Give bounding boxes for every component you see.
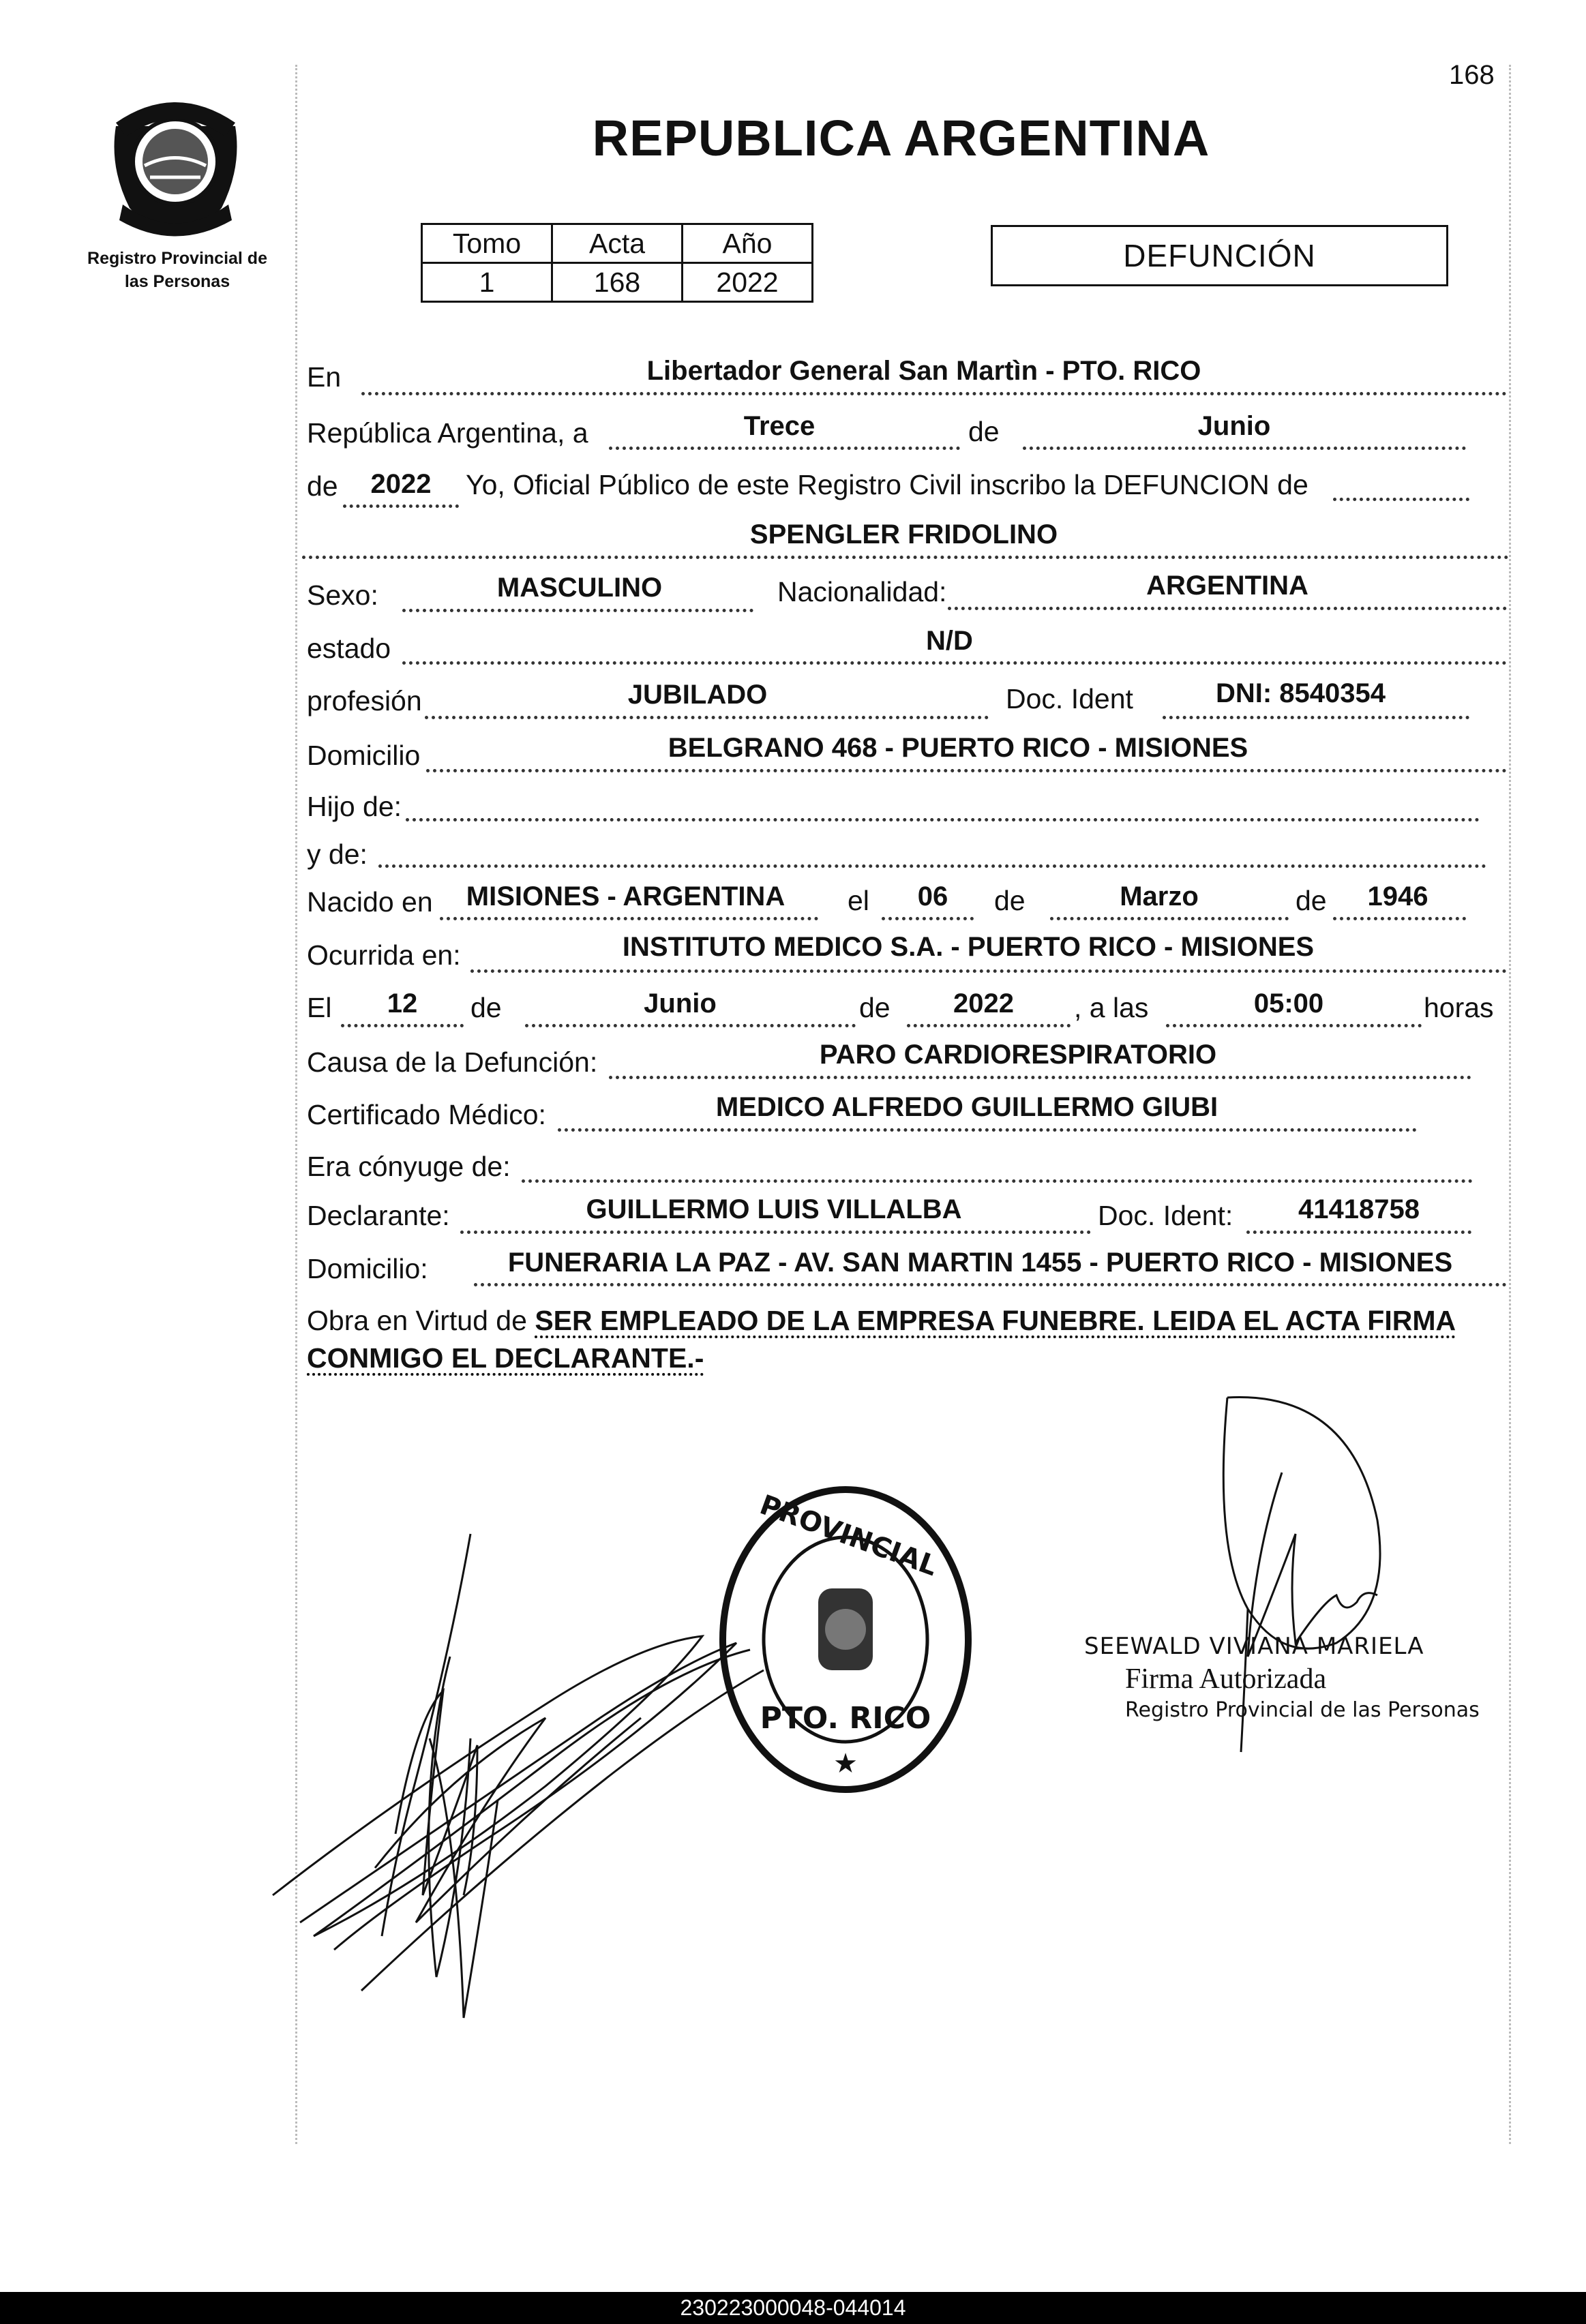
El-label: El: [307, 992, 332, 1023]
day-dotted-line: [609, 447, 960, 450]
header-tomo: Tomo: [422, 224, 552, 263]
horas-label: horas: [1424, 992, 1494, 1023]
obra-label: Obra en Virtud de: [307, 1305, 527, 1336]
death-year-dotted-line: [907, 1024, 1071, 1027]
de-label-5: de: [470, 992, 502, 1023]
nacido-label: Nacido en: [307, 886, 433, 918]
official-stamp: [1084, 1633, 1480, 1722]
conyuge-dotted-line: [522, 1179, 1473, 1183]
registry-name: [65, 247, 290, 293]
conyuge-label: Era cónyuge de:: [307, 1151, 511, 1182]
republica-label: República Argentina, a: [307, 417, 588, 449]
deceased-name: SPENGLER FRIDOLINO: [749, 519, 1058, 549]
page-number: 168: [1449, 60, 1495, 90]
death-day-dotted-line: [341, 1024, 464, 1027]
svg-text:PTO. RICO: PTO. RICO: [760, 1701, 931, 1736]
estado-dotted-line: [402, 661, 1507, 665]
declarante-value: GUILLERMO LUIS VILLALBA: [586, 1194, 962, 1224]
domicilio-2-dotted-line: [474, 1283, 1507, 1286]
nacido-dotted-line: [440, 917, 818, 920]
de-label-2: de: [307, 470, 338, 502]
obra-paragraph: [307, 1302, 1510, 1377]
nacido-value: MISIONES - ARGENTINA: [466, 881, 785, 911]
certificado-label: Certificado Médico:: [307, 1099, 546, 1130]
causa-value: PARO CARDIORESPIRATORIO: [819, 1040, 1217, 1070]
profesion-dotted-line: [425, 716, 989, 719]
profesion-label: profesión: [307, 685, 422, 716]
de-label-4: de: [1296, 885, 1327, 916]
sexo-value: MASCULINO: [496, 573, 663, 603]
y-de-label: y de:: [307, 839, 368, 870]
birth-year-dotted-line: [1333, 917, 1466, 920]
death-year: 2022: [953, 989, 1014, 1018]
declarant-signature: [259, 1513, 777, 2032]
month-dotted-line: [1023, 447, 1466, 450]
de-label-3: de: [994, 885, 1026, 916]
doc-ident-2-dotted-line: [1246, 1231, 1471, 1234]
death-time-dotted-line: [1166, 1024, 1422, 1027]
nacionalidad-value: ARGENTINA: [1146, 571, 1308, 601]
doc-ident-2-value: 41418758: [1298, 1194, 1420, 1224]
ocurrida-value: INSTITUTO MEDICO S.A. - PUERTO RICO - MISIONES: [622, 932, 1315, 962]
official-name: SEEWALD VIVIANA MARIELA: [1084, 1633, 1424, 1660]
declarante-label: Declarante:: [307, 1200, 450, 1231]
en-label: En: [307, 361, 342, 393]
birth-day: 06: [917, 881, 948, 911]
domicilio-2-label: Domicilio:: [307, 1253, 428, 1284]
birth-month-dotted-line: [1050, 917, 1289, 920]
day-value: Trece: [743, 411, 816, 441]
document-title: REPUBLICA ARGENTINA: [592, 110, 1210, 166]
statement-text: Yo, Oficial Público de este Registro Civil inscribo la DEFUNCION de: [466, 469, 1308, 500]
record-table: [421, 223, 813, 303]
certificado-value: MEDICO ALFREDO GUILLERMO GIUBI: [715, 1092, 1218, 1122]
sexo-dotted-line: [402, 609, 753, 612]
birth-day-dotted-line: [882, 917, 974, 920]
doc-ident-value: DNI: 8540354: [1215, 678, 1386, 708]
record-table-header-row: [422, 224, 813, 263]
registry-name-line1: Registro Provincial de: [87, 249, 267, 268]
month-value: Junio: [1197, 411, 1271, 441]
domicilio-value: BELGRANO 468 - PUERTO RICO - MISIONES: [668, 733, 1248, 763]
nacionalidad-dotted-line: [948, 607, 1507, 610]
year-dotted-line: [343, 504, 459, 508]
y-de-dotted-line: [378, 864, 1486, 868]
official-office: Registro Provincial de las Personas: [1125, 1698, 1480, 1722]
a-las-label: , a las: [1074, 992, 1149, 1023]
birth-year: 1946: [1367, 881, 1428, 911]
right-margin-line: [1509, 65, 1511, 2144]
hijo-dotted-line: [406, 818, 1480, 821]
nacionalidad-label: Nacionalidad:: [777, 576, 947, 607]
de-label-1: de: [968, 416, 1000, 447]
de-label-6: de: [859, 992, 891, 1023]
causa-label: Causa de la Defunción:: [307, 1046, 598, 1078]
value-tomo: 1: [422, 263, 552, 302]
value-anio: 2022: [683, 263, 813, 302]
doc-ident-label-2: Doc. Ident:: [1098, 1200, 1233, 1231]
domicilio-label: Domicilio: [307, 740, 421, 771]
doc-ident-dotted-line: [1163, 716, 1469, 719]
declarante-dotted-line: [460, 1231, 1091, 1234]
statement-dotted-line: [1333, 498, 1469, 501]
hijo-label: Hijo de:: [307, 791, 402, 822]
value-acta: 168: [552, 263, 683, 302]
death-time: 05:00: [1253, 989, 1324, 1018]
doc-ident-label: Doc. Ident: [1006, 683, 1133, 714]
en-dotted-line: [361, 392, 1507, 395]
header-anio: Año: [683, 224, 813, 263]
sexo-label: Sexo:: [307, 579, 378, 611]
domicilio-2-value: FUNERARIA LA PAZ - AV. SAN MARTIN 1455 - PUERTO RICO - MISIONES: [507, 1248, 1453, 1278]
estado-value: N/D: [926, 626, 973, 656]
en-value: Libertador General San Martìn - PTO. RICO: [646, 356, 1201, 386]
ocurrida-dotted-line: [470, 969, 1507, 973]
record-type-box: DEFUNCIÓN: [991, 225, 1448, 286]
svg-text:PROVINCIAL: PROVINCIAL: [755, 1489, 942, 1583]
profesion-value: JUBILADO: [627, 680, 768, 710]
name-dotted-line: [302, 556, 1509, 559]
record-table-value-row: [422, 263, 813, 302]
death-month: Junio: [644, 989, 717, 1018]
year-value: 2022: [370, 469, 432, 499]
obra-value: SER EMPLEADO DE LA EMPRESA FUNEBRE. LEIDA EL ACTA FIRMA CONMIGO EL DECLARANTE.-: [307, 1305, 1456, 1374]
registry-name-line2: las Personas: [124, 272, 230, 291]
header-acta: Acta: [552, 224, 683, 263]
death-day: 12: [387, 989, 418, 1018]
svg-text:★: ★: [833, 1749, 858, 1779]
ocurrida-label: Ocurrida en:: [307, 939, 461, 971]
birth-month: Marzo: [1120, 881, 1199, 911]
estado-label: estado: [307, 633, 391, 664]
footer-code: 230223000048-044014: [0, 2292, 1586, 2324]
causa-dotted-line: [609, 1076, 1471, 1079]
certificado-dotted-line: [558, 1128, 1417, 1132]
el-label: el: [848, 885, 869, 916]
domicilio-dotted-line: [426, 769, 1507, 772]
death-month-dotted-line: [525, 1024, 856, 1027]
official-role: Firma Autorizada: [1125, 1663, 1327, 1695]
